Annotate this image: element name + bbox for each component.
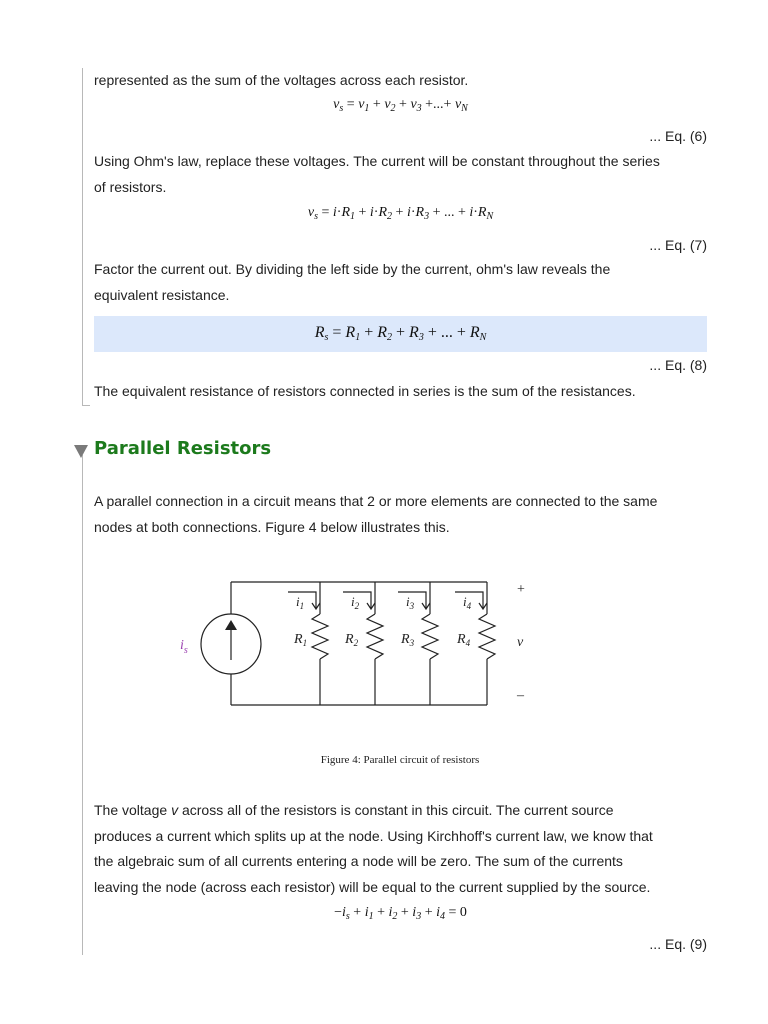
current-arrows [288, 592, 487, 609]
figure-caption: Figure 4: Parallel circuit of resistors [320, 754, 480, 766]
equation-6: $v_s = v_1 + v_2 + v_3$ +...+ $v_N$ [333, 97, 468, 114]
equation-9: $-i_s + i_1 + i_2 + i_3 + i_4 = 0$ [334, 905, 467, 922]
paragraph-ohm-line-2: of resistors. [94, 179, 167, 195]
current-label-4: $i_4$ [463, 594, 472, 611]
source-current-label: $i_s$ [180, 638, 188, 656]
paragraph-series-conclusion: The equivalent resistance of resistors connected in series is the sum of the resistances. [94, 383, 636, 399]
current-source-arrowhead [225, 620, 237, 630]
paragraph-parallel-line-1: A parallel connection in a circuit means that 2 or more elements are connected to the same [94, 493, 658, 509]
equation-7: $v_s = i\cdot R_1 + i\cdot R_2 + i\cdot R_3$ + ... + $i\cdot R_N$ [307, 205, 494, 222]
resistor-label-1: $R_1$ [294, 632, 308, 648]
section-heading: Parallel Resistors [94, 438, 272, 459]
paragraph-factor-line-2: equivalent resistance. [94, 287, 230, 303]
resistor-label-4: $R_4$ [457, 632, 471, 648]
voltage-label: v [517, 635, 524, 650]
paragraph-series-tail: represented as the sum of the voltages across each resistor. [94, 72, 469, 88]
equation-8-label: ... Eq. (8) [649, 357, 707, 373]
paragraph-parallel-line-2: nodes at both connections. Figure 4 below illustrates this. [94, 519, 450, 535]
current-label-1: $i_1$ [296, 594, 305, 611]
section-bar [82, 455, 83, 955]
blockquote-bar-foot [82, 405, 90, 406]
paragraph-kcl-line-4: leaving the node (across each resistor) will be equal to the current supplied by the source. [94, 879, 651, 895]
resistor-label-2: $R_2$ [345, 632, 359, 648]
collapse-triangle-icon[interactable] [74, 445, 88, 458]
paragraph-ohm-line-1: Using Ohm's law, replace these voltages. The current will be constant throughout the series [94, 153, 660, 169]
paragraph-factor-line-1: Factor the current out. By dividing the left side by the current, ohm's law reveals the [94, 261, 611, 277]
equation-9-label: ... Eq. (9) [649, 936, 707, 952]
parallel-circuit-figure [170, 570, 550, 720]
resistor-label-3: $R_3$ [401, 632, 415, 648]
equation-8: $R_s = R_1 + R_2 + R_3$ + ... + $R_N$ [314, 324, 487, 343]
equation-7-label: ... Eq. (7) [649, 237, 707, 253]
branch-4 [479, 582, 495, 705]
current-label-3: $i_3$ [406, 594, 415, 611]
blockquote-bar [82, 68, 83, 406]
paragraph-kcl-line-2: produces a current which splits up at the node. Using Kirchhoff's current law, we know that [94, 828, 653, 844]
minus-label: – [517, 688, 524, 703]
paragraph-kcl-line-3: the algebraic sum of all currents entering a node will be zero. The sum of the currents [94, 853, 623, 869]
branch-1 [312, 582, 328, 705]
branch-2 [367, 582, 383, 705]
current-label-2: $i_2$ [351, 594, 360, 611]
equation-6-label: ... Eq. (6) [649, 128, 707, 144]
paragraph-kcl-line-1: The voltage v across all of the resistors is constant in this circuit. The current source [94, 802, 614, 818]
plus-label: + [517, 582, 525, 597]
branch-3 [422, 582, 438, 705]
